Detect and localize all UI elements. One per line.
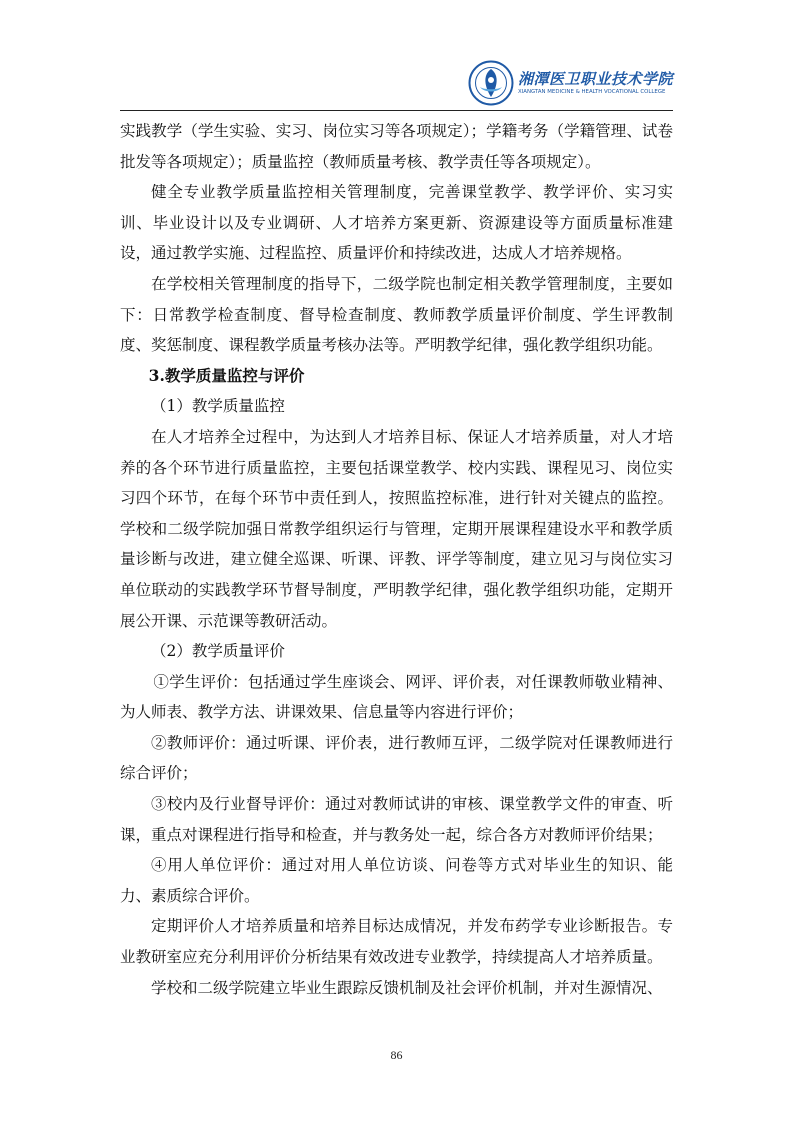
school-name-cn: 湘潭医卫职业技术学院 [517,70,673,88]
page-number: 86 [390,1048,403,1062]
school-name-en: XIANGTAN MEDICINE & HEALTH VOCATIONAL COLLEGE [517,89,666,95]
paragraph: 在人才培养全过程中，为达到人才培养目标、保证人才培养质量，对人才培养的各个环节进行质量监控，主要包括课堂教学、校内实践、课程见习、岗位实习四个环节，在每个环节中责任到人，按照监控标准，进行针对关键点的监控。学校和二级学院加强日常教学组织运行与管理，定期开展课程建设水平和教学质量诊断与改进，建立健全巡课、听课、评教、评学等制度，建立见习与岗位实习单位联动的实践教学环节督导制度，严明教学纪律，强化教学组织功能，定期开展公开课、示范课等教研活动。 [120,427,673,630]
list-item: ④用人单位评价：通过对用人单位访谈、问卷等方式对毕业生的知识、能力、素质综合评价。 [120,856,673,905]
paragraph: 健全专业教学质量监控相关管理制度，完善课堂教学、教学评价、实习实训、毕业设计以及专业调研、人才培养方案更新、资源建设等方面质量标准建设，通过教学实施、过程监控、质量评价和持续改进，达成人才培养规格。 [120,183,673,263]
list-item: ③校内及行业督导评价：通过对教师试讲的审核、课堂教学文件的审查、听课，重点对课程进行指导和检查，并与教务处一起，综合各方对教师评价结果； [120,795,673,844]
section-heading: 3.教学质量监控与评价 [148,365,305,385]
list-item: ①学生评价：包括通过学生座谈会、网评、评价表，对任课教师敬业精神、为人师表、教学方法、讲课效果、信息量等内容进行评价； [120,672,673,722]
subsection-heading: （1）教学质量监控 [151,397,285,416]
paragraph: 在学校相关管理制度的指导下，二级学院也制定相关教学管理制度，主要如下：日常教学检查制度、督导检查制度、教师教学质量评价制度、学生评教制度、奖惩制度、课程教学质量考核办法等。严明教学纪律，强化教学组织功能。 [120,274,673,355]
school-emblem-icon [468,60,514,106]
page-header [120,58,673,111]
document-body [120,116,673,1003]
list-item: ②教师评价：通过听课、评价表，进行教师互评，二级学院对任课教师进行综合评价； [120,733,673,783]
paragraph-continued: 实践教学（学生实验、实习、岗位实习等各项规定）；学籍考务（学籍管理、试卷批发等各项规定）；质量监控（教师质量考核、教学责任等各项规定）。 [120,122,673,171]
paragraph: 学校和二级学院建立毕业生跟踪反馈机制及社会评价机制，并对生源情况、 [151,978,663,997]
subsection-heading: （2）教学质量评价 [151,642,285,661]
school-logo [468,58,673,108]
paragraph: 定期评价人才培养质量和培养目标达成情况，并发布药学专业诊断报告。专业教研室应充分利用评价分析结果有效改进专业教学，持续提高人才培养质量。 [120,917,673,967]
